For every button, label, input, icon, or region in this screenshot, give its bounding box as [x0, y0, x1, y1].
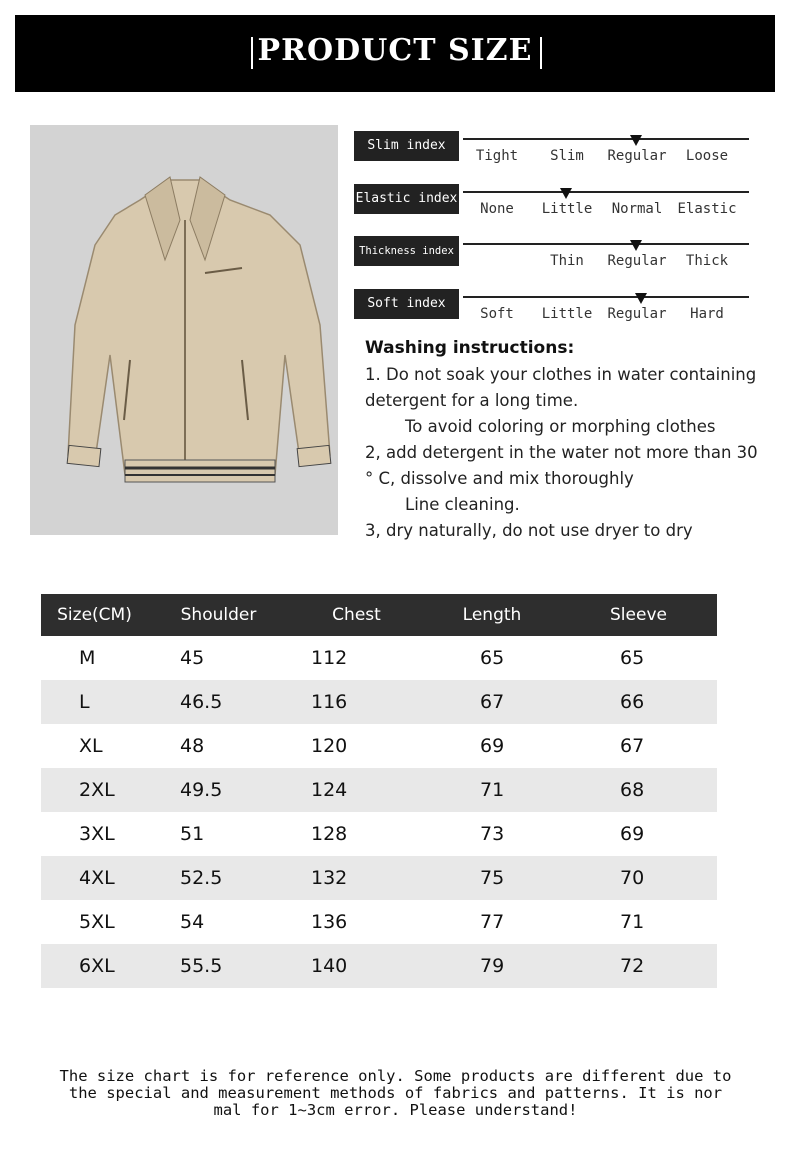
index-option: Normal — [611, 201, 663, 217]
index-label: Elastic index — [354, 184, 459, 214]
selected-marker-icon — [560, 188, 572, 199]
note-line: mal for 1~3cm error. Please understand! — [213, 1101, 578, 1119]
table-cell: 128 — [311, 823, 348, 845]
table-cell: 4XL — [79, 867, 115, 889]
table-cell: 120 — [311, 735, 348, 757]
table-row — [41, 856, 717, 900]
table-cell: 75 — [480, 867, 505, 889]
washing-line: detergent for a long time. — [365, 391, 579, 410]
elastic-index — [354, 184, 749, 224]
table-cell: XL — [79, 735, 103, 757]
table-cell: 65 — [480, 647, 505, 669]
table-cell: L — [79, 691, 90, 713]
table-cell: 116 — [311, 691, 348, 713]
index-option: Hard — [690, 306, 724, 322]
index-option: None — [480, 201, 514, 217]
column-header: Length — [462, 605, 522, 625]
soft-index — [354, 289, 749, 329]
index-option: Slim — [550, 148, 584, 164]
index-option: Tight — [475, 148, 519, 164]
table-cell: 69 — [480, 735, 505, 757]
page-title: PRODUCT SIZE — [257, 33, 533, 68]
index-label: Thickness index — [354, 236, 459, 266]
table-cell: 6XL — [79, 955, 115, 977]
washing-line: 3, dry naturally, do not use dryer to dry — [365, 521, 693, 540]
product-image — [30, 125, 338, 535]
slim-index — [354, 131, 749, 171]
table-cell: 140 — [311, 955, 348, 977]
index-option: Regular — [607, 148, 667, 164]
table-cell: 79 — [480, 955, 505, 977]
table-cell: 5XL — [79, 911, 115, 933]
index-scale — [463, 191, 749, 193]
column-header: Size(CM) — [57, 605, 132, 625]
table-row — [41, 680, 717, 724]
table-cell: 70 — [620, 867, 645, 889]
table-header — [41, 594, 717, 636]
size-table — [41, 594, 717, 988]
divider — [540, 37, 542, 69]
selected-marker-icon — [635, 293, 647, 304]
table-row — [41, 812, 717, 856]
table-cell: 132 — [311, 867, 348, 889]
index-option: Little — [541, 306, 593, 322]
table-cell: 55.5 — [180, 955, 223, 977]
table-row — [41, 724, 717, 768]
table-cell: 46.5 — [180, 691, 223, 713]
table-cell: M — [79, 647, 96, 669]
selected-marker-icon — [630, 135, 642, 146]
table-row — [41, 944, 717, 988]
table-cell: 67 — [620, 735, 645, 757]
washing-line: ° C, dissolve and mix thoroughly — [365, 469, 634, 488]
table-cell: 49.5 — [180, 779, 223, 801]
index-option: Regular — [607, 306, 667, 322]
selected-marker-icon — [630, 240, 642, 251]
table-cell: 136 — [311, 911, 348, 933]
washing-instructions — [365, 338, 765, 544]
table-cell: 48 — [180, 735, 205, 757]
table-cell: 3XL — [79, 823, 115, 845]
table-cell: 112 — [311, 647, 348, 669]
index-option: Soft — [480, 306, 514, 322]
table-cell: 2XL — [79, 779, 115, 801]
table-cell: 51 — [180, 823, 205, 845]
index-label: Soft index — [354, 289, 459, 319]
table-cell: 52.5 — [180, 867, 223, 889]
washing-line: 2, add detergent in the water not more than 30 — [365, 443, 758, 462]
table-cell: 65 — [620, 647, 645, 669]
table-cell: 45 — [180, 647, 205, 669]
index-option: Thin — [550, 253, 584, 269]
table-cell: 54 — [180, 911, 205, 933]
column-header: Shoulder — [180, 605, 257, 625]
index-scale — [463, 296, 749, 298]
table-cell: 71 — [620, 911, 645, 933]
column-header: Chest — [332, 605, 381, 625]
title-banner — [15, 15, 775, 92]
index-option: Elastic — [677, 201, 737, 217]
table-cell: 67 — [480, 691, 505, 713]
washing-line: Line cleaning. — [405, 495, 520, 514]
washing-line: 1. Do not soak your clothes in water containing — [365, 365, 757, 384]
jacket-illustration — [30, 125, 338, 535]
index-option: Regular — [607, 253, 667, 269]
table-cell: 73 — [480, 823, 505, 845]
thickness-index — [354, 236, 749, 276]
table-cell: 77 — [480, 911, 505, 933]
table-row — [41, 636, 717, 680]
washing-heading: Washing instructions: — [365, 338, 575, 358]
index-scale — [463, 243, 749, 245]
table-cell: 69 — [620, 823, 645, 845]
table-cell: 71 — [480, 779, 505, 801]
index-option: Thick — [685, 253, 729, 269]
table-row — [41, 768, 717, 812]
note-line: the special and measurement methods of fabrics and patterns. It is nor — [68, 1084, 723, 1102]
table-cell: 72 — [620, 955, 645, 977]
index-scale — [463, 138, 749, 140]
table-row — [41, 900, 717, 944]
table-cell: 124 — [311, 779, 348, 801]
index-option: Loose — [685, 148, 729, 164]
table-cell: 66 — [620, 691, 645, 713]
note-line: The size chart is for reference only. Some products are different due to — [59, 1067, 732, 1085]
index-label: Slim index — [354, 131, 459, 161]
table-cell: 68 — [620, 779, 645, 801]
washing-line: To avoid coloring or morphing clothes — [405, 417, 716, 436]
column-header: Sleeve — [610, 605, 667, 625]
index-option: Little — [541, 201, 593, 217]
disclaimer-note — [18, 1068, 773, 1119]
